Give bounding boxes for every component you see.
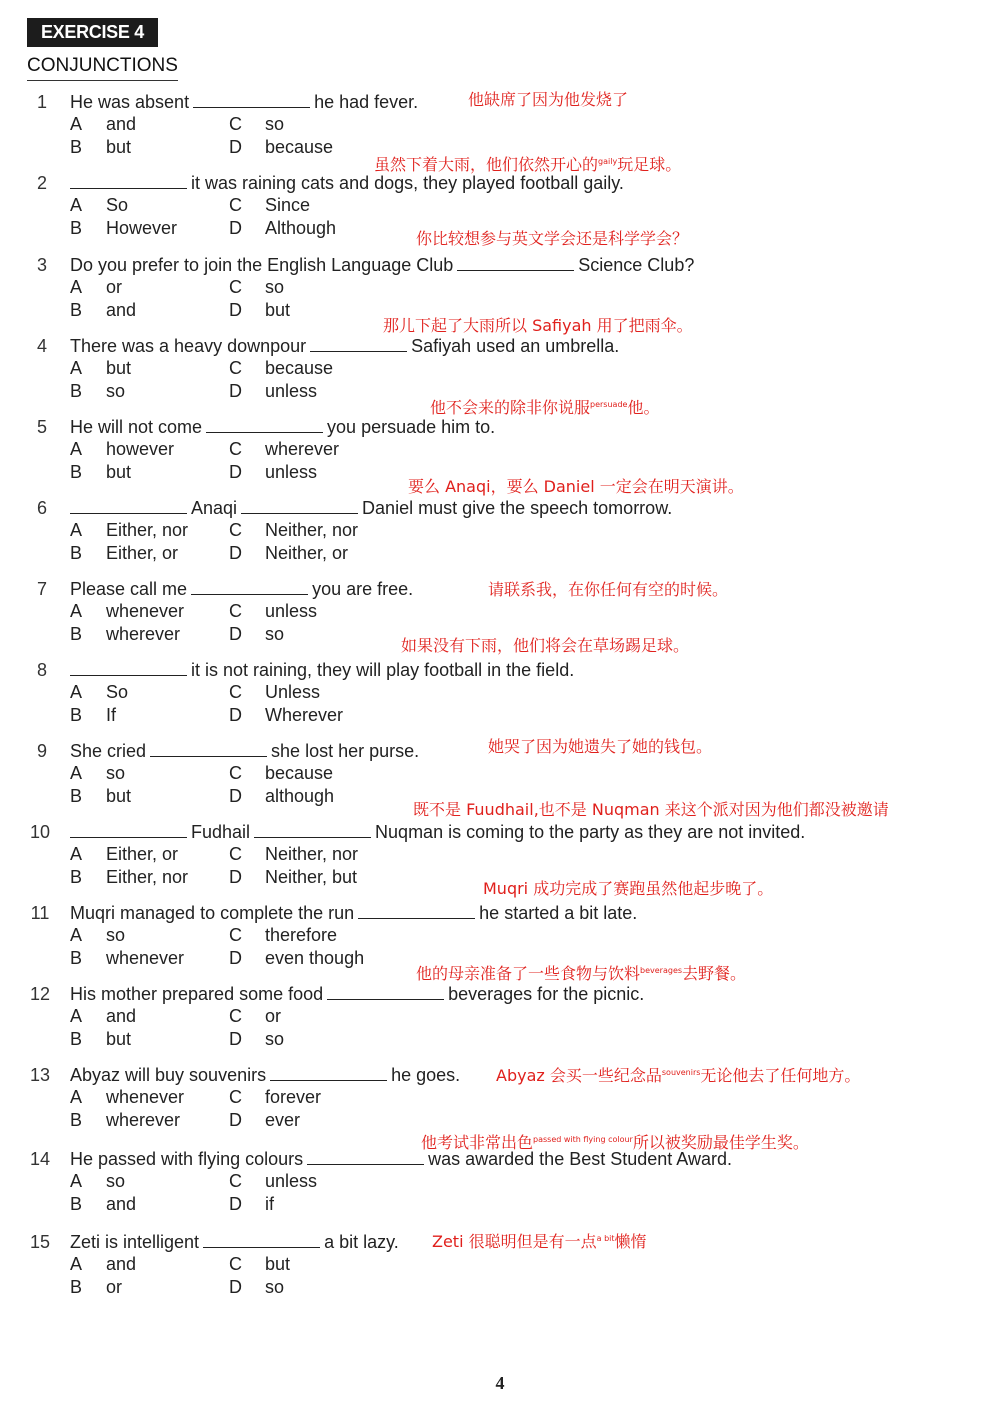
answer-blank[interactable] [457, 254, 574, 271]
option-b[interactable]: B Either, or [70, 543, 179, 563]
question-stem: Zeti is intelligent a bit lazy. [70, 1232, 399, 1252]
question-number: 3 [36, 255, 47, 275]
option-a[interactable]: A whenever [70, 1087, 185, 1107]
translation-note: 请联系我，在你任何有空的时候。 [488, 580, 729, 599]
question-number: 12 [29, 984, 51, 1004]
option-c[interactable]: C but [229, 1254, 291, 1274]
answer-blank[interactable] [70, 821, 187, 838]
option-a[interactable]: A Either, or [70, 844, 179, 864]
question-12 [0, 982, 1000, 1049]
answer-blank[interactable] [70, 659, 187, 676]
option-d[interactable]: D although [229, 786, 335, 806]
option-b[interactable]: B but [70, 137, 132, 157]
question-stem: Please call me you are free. [70, 579, 414, 599]
answer-blank[interactable] [193, 91, 310, 108]
question-stem: Muqri managed to complete the run he started a bit late. [70, 903, 638, 923]
answer-blank[interactable] [70, 497, 187, 514]
question-stem: Do you prefer to join the English Language Club Science Club? [70, 255, 695, 275]
answer-blank[interactable] [327, 983, 444, 1000]
exercise-title: EXERCISE 4 [27, 18, 158, 47]
option-c[interactable]: C therefore [229, 925, 338, 945]
question-stem: Abyaz will buy souvenirs he goes. [70, 1065, 461, 1085]
question-4 [0, 334, 1000, 401]
answer-blank[interactable] [358, 902, 475, 919]
option-c[interactable]: C or [229, 1006, 282, 1026]
option-b[interactable]: B and [70, 300, 137, 320]
question-stem: it was raining cats and dogs, they played football gaily. [70, 171, 624, 195]
answer-blank[interactable] [206, 416, 323, 433]
option-d[interactable]: D so [229, 1029, 285, 1049]
option-b[interactable]: B so [70, 381, 126, 401]
question-10 [0, 820, 1000, 887]
option-d[interactable]: D so [229, 624, 285, 644]
option-c[interactable]: C Unless [229, 682, 321, 702]
option-c[interactable]: C wherever [229, 439, 340, 459]
option-a[interactable]: A whenever [70, 601, 185, 621]
question-number: 14 [29, 1149, 51, 1169]
translation-note: 他缺席了因为他发烧了 [468, 90, 629, 109]
translation-note: 她哭了因为她遗失了她的钱包。 [488, 737, 713, 756]
question-stem: She cried she lost her purse. [70, 741, 420, 761]
option-d[interactable]: D if [229, 1194, 274, 1214]
question-stem: Fudhail Nuqman is coming to the party as they are not invited. [70, 820, 805, 844]
translation-note: 你比较想参与英文学会还是科学学会？ [416, 229, 689, 248]
answer-blank[interactable] [270, 1064, 387, 1081]
option-d[interactable]: D unless [229, 462, 318, 482]
option-c[interactable]: C because [229, 763, 334, 783]
option-b[interactable]: B but [70, 786, 132, 806]
question-number: 4 [36, 336, 47, 356]
option-a[interactable]: A and [70, 1254, 137, 1274]
option-c[interactable]: C so [229, 277, 285, 297]
option-c[interactable]: C Neither, nor [229, 844, 359, 864]
question-14 [0, 1147, 1000, 1214]
question-number: 13 [29, 1065, 51, 1085]
option-a[interactable]: A or [70, 277, 123, 297]
question-number: 15 [29, 1232, 51, 1252]
question-number: 8 [36, 660, 47, 680]
translation-note: 他的母亲准备了一些食物与饮料$^{beverages}$去野餐。 [416, 964, 747, 983]
translation-note: Zeti 很聪明但是有一点$^{a bit}$懒惰 [432, 1232, 647, 1251]
option-a[interactable]: A so [70, 763, 126, 783]
question-stem: He passed with flying colours was awarded the Best Student Award. [70, 1149, 732, 1169]
translation-note: Abyaz 会买一些纪念品$^{souvenirs}$无论他去了任何地方。 [496, 1066, 861, 1085]
option-b[interactable]: B If [70, 705, 117, 725]
answer-blank[interactable] [150, 740, 267, 757]
translation-note: 如果没有下雨，他们将会在草场踢足球。 [401, 636, 690, 655]
option-a[interactable]: A and [70, 114, 137, 134]
answer-blank[interactable] [307, 1148, 424, 1165]
option-c[interactable]: C forever [229, 1087, 322, 1107]
question-number: 5 [36, 417, 47, 437]
question-number: 7 [36, 579, 47, 599]
option-b[interactable]: B Either, nor [70, 867, 189, 887]
question-stem: He was absent he had fever. [70, 92, 419, 112]
option-d[interactable]: D so [229, 1277, 285, 1297]
question-stem: Anaqi Daniel must give the speech tomorrow. [70, 496, 672, 520]
option-d[interactable]: D Although [229, 218, 337, 238]
option-c[interactable]: C Since [229, 195, 311, 215]
option-c[interactable]: C Neither, nor [229, 520, 359, 540]
answer-blank[interactable] [241, 497, 358, 514]
option-c[interactable]: C unless [229, 601, 318, 621]
option-a[interactable]: A but [70, 358, 132, 378]
translation-note: 要么 Anaqi，要么 Daniel 一定会在明天演讲。 [408, 477, 744, 496]
option-b[interactable]: B or [70, 1277, 123, 1297]
option-b[interactable]: B wherever [70, 1110, 181, 1130]
option-a[interactable]: A Either, nor [70, 520, 189, 540]
topic-heading: CONJUNCTIONS [27, 55, 178, 81]
option-d[interactable]: D because [229, 137, 334, 157]
question-number: 10 [29, 822, 51, 842]
translation-note: 虽然下着大雨，他们依然开心的$^{gaily}$玩足球。 [374, 155, 682, 174]
option-d[interactable]: D unless [229, 381, 318, 401]
question-number: 11 [30, 903, 50, 923]
option-d[interactable]: D but [229, 300, 291, 320]
option-d[interactable]: D Wherever [229, 705, 344, 725]
option-b[interactable]: B but [70, 462, 132, 482]
option-a[interactable]: A and [70, 1006, 137, 1026]
question-number: 1 [36, 92, 47, 112]
translation-note: 既不是 Fuudhail,也不是 Nuqman 来这个派对因为他们都没被邀请 [413, 800, 889, 819]
question-stem: There was a heavy downpour Safiyah used an umbrella. [70, 336, 620, 356]
option-a[interactable]: A So [70, 195, 129, 215]
option-a[interactable]: A however [70, 439, 175, 459]
question-number: 9 [36, 741, 47, 761]
option-c[interactable]: C unless [229, 1171, 318, 1191]
translation-note: 那儿下起了大雨所以 Safiyah 用了把雨伞。 [383, 316, 693, 335]
question-stem: He will not come you persuade him to. [70, 417, 496, 437]
answer-blank[interactable] [310, 335, 407, 352]
option-b[interactable]: B whenever [70, 948, 185, 968]
option-c[interactable]: C because [229, 358, 334, 378]
answer-blank[interactable] [70, 172, 187, 189]
translation-note: 他考试非常出色$^{passed with flying colour}$所以被奖励最佳学生奖。 [421, 1133, 809, 1152]
question-3 [0, 253, 1000, 320]
question-number: 2 [36, 173, 47, 193]
option-b[interactable]: B However [70, 218, 178, 238]
answer-blank[interactable] [254, 821, 371, 838]
answer-blank[interactable] [191, 578, 308, 595]
option-a[interactable]: A so [70, 925, 126, 945]
option-a[interactable]: A So [70, 682, 129, 702]
answer-blank[interactable] [203, 1231, 320, 1248]
question-stem: His mother prepared some food beverages for the picnic. [70, 984, 645, 1004]
question-2 [0, 171, 1000, 238]
question-6 [0, 496, 1000, 563]
question-number: 6 [36, 498, 47, 518]
option-c[interactable]: C so [229, 114, 285, 134]
page-number: 4 [495, 1373, 505, 1393]
question-5 [0, 415, 1000, 482]
option-b[interactable]: B and [70, 1194, 137, 1214]
question-11 [0, 901, 1000, 968]
translation-note: 他不会来的除非你说服$^{persuade}$他。 [430, 398, 660, 417]
question-8 [0, 658, 1000, 725]
option-d[interactable]: D ever [229, 1110, 301, 1130]
translation-note: Muqri 成功完成了赛跑虽然他起步晚了。 [483, 879, 774, 898]
option-b[interactable]: B wherever [70, 624, 181, 644]
option-d[interactable]: D Neither, but [229, 867, 358, 887]
option-d[interactable]: D Neither, or [229, 543, 349, 563]
option-b[interactable]: B but [70, 1029, 132, 1049]
option-d[interactable]: D even though [229, 948, 365, 968]
option-a[interactable]: A so [70, 1171, 126, 1191]
question-stem: it is not raining, they will play football in the field. [70, 658, 574, 682]
